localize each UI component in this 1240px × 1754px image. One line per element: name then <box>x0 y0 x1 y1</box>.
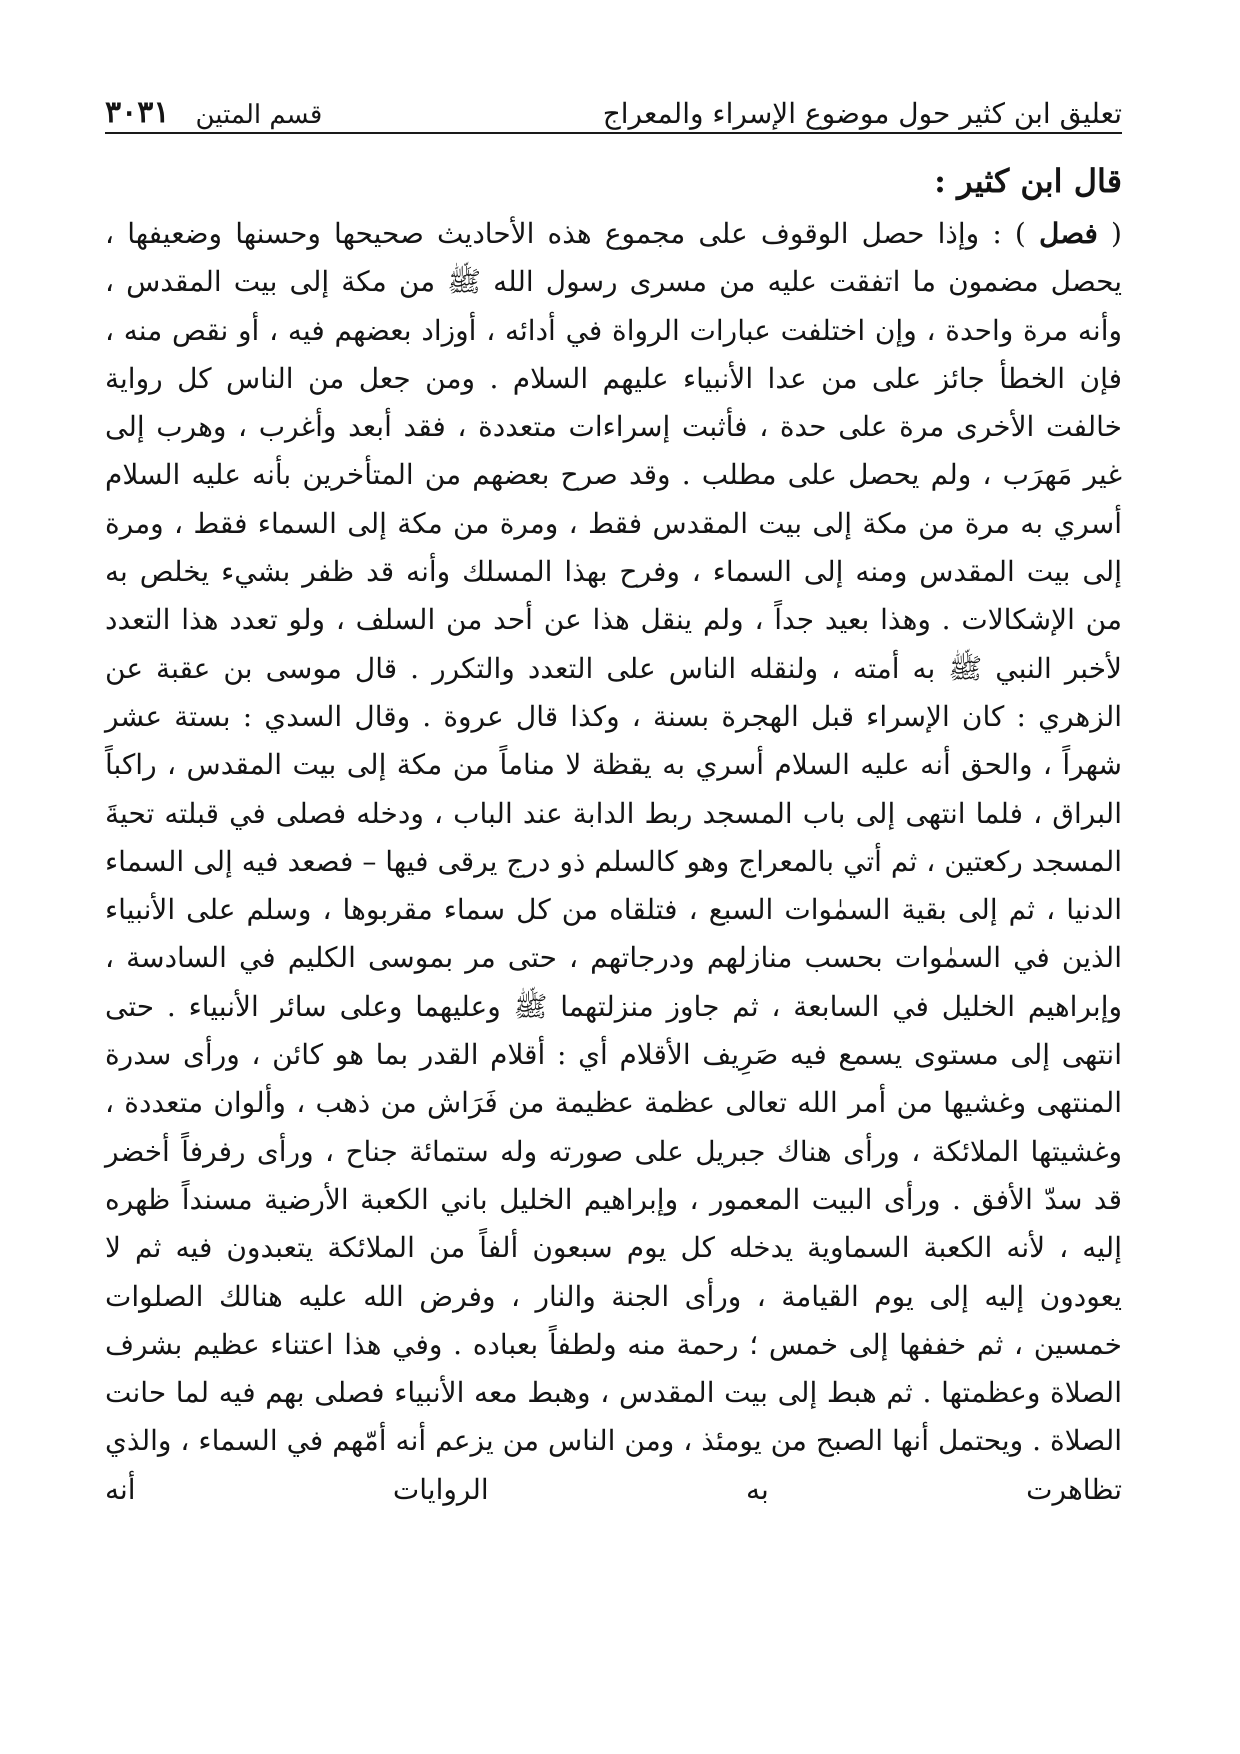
lead-word: فصل <box>1039 217 1098 250</box>
header-meta <box>105 95 323 130</box>
section-heading: قال ابن كثير : <box>934 162 1122 200</box>
lead-open: ( <box>1097 217 1122 250</box>
paragraph-text: وإذا حصل الوقوف على مجموع هذه الأحاديث صحيحها وحسنها وضعيفها ، يحصل مضمون ما اتفقت عليه من مسرى رسول الله ﷺ من مكة إلى بيت المقدس ، وأنه مرة واحدة ، وإن اختلفت عبارات الرواة في أدائه ، أوزاد بعضهم فيه ، أو نقص منه ، فإن الخطأ جائز على من عدا الأنبياء عليهم السلام . ومن جعل من الناس كل رواية خالفت الأخرى مرة على حدة ، فأثبت إسراءات متعددة ، فقد أبعد وأغرب ، وهرب إلى غير مَهرَب ، ولم يحصل على مطلب . وقد صرح بعضهم من المتأخرين بأنه عليه السلام أسري به مرة من مكة إلى بيت المقدس فقط ، ومرة من مكة إلى السماء فقط ، ومرة إلى بيت المقدس ومنه إلى السماء ، وفرح بهذا المسلك وأنه قد ظفر بشيء يخلص به من الإشكالات . وهذا بعيد جداً ، ولم ينقل هذا عن أحد من السلف ، ولو تعدد هذا التعدد لأخبر النبي ﷺ به أمته ، ولنقله الناس على التعدد والتكرر . قال موسى بن عقبة عن الزهري : كان الإسراء قبل الهجرة بسنة ، وكذا قال عروة . وقال السدي : بستة عشر شهراً ، والحق أنه عليه السلام أسري به يقظة لا مناماً من مكة إلى بيت المقدس ، راكباً البراق ، فلما انتهى إلى باب المسجد ربط الدابة عند الباب ، ودخله فصلى في قبلته تحيةَ المسجد ركعتين ، ثم أتي بالمعراج وهو كالسلم ذو درج يرقى فيها – فصعد فيه إلى السماء الدنيا ، ثم إلى بقية السمٰوات السبع ، فتلقاه من كل سماء مقربوها ، وسلم على الأنبياء الذين في السمٰوات بحسب منازلهم ودرجاتهم ، حتى مر بموسى الكليم في السادسة ، وإبراهيم الخليل في السابعة ، ثم جاوز منزلتهما ﷺ وعليهما وعلى سائر الأنبياء . حتى انتهى إلى مستوى يسمع فيه صَرِيف الأقلام أي : أقلام القدر بما هو كائن ، ورأى سدرة المنتهى وغشيها من أمر الله تعالى عظمة عظيمة من فَرَاش من ذهب ، وألوان متعددة ، وغشيتها الملائكة ، ورأى هناك جبريل على صورته وله ستمائة جناح ، ورأى رفرفاً أخضر قد سدّ الأفق . ورأى البيت المعمور ، وإبراهيم الخليل باني الكعبة الأرضية مسنداً ظهره إليه ، لأنه الكعبة السماوية يدخله كل يوم سبعون ألفاً من الملائكة يتعبدون فيه ثم لا يعودون إليه إلى يوم القيامة ، ورأى الجنة والنار ، وفرض الله عليه هنالك الصلوات خمسين ، ثم خففها إلى خمس ؛ رحمة منه ولطفاً بعباده . وفي هذا اعتناء عظيم بشرف الصلاة وعظمتها . ثم هبط إلى بيت المقدس ، وهبط معه الأنبياء فصلى بهم فيه لما حانت الصلاة . ويحتمل أنها الصبح من يومئذ ، ومن الناس من يزعم أنه أمّهم في السماء ، والذي تظاهرت به الروايات أنه <box>105 217 1123 1506</box>
lead-close: ) : <box>992 217 1040 250</box>
page-header <box>105 80 1122 134</box>
running-title: تعليق ابن كثير حول موضوع الإسراء والمعراج <box>602 97 1122 130</box>
page-number: ٣٠٣١ <box>105 95 170 130</box>
section-name: قسم المتين <box>195 100 323 130</box>
body-paragraph <box>105 210 1122 1514</box>
